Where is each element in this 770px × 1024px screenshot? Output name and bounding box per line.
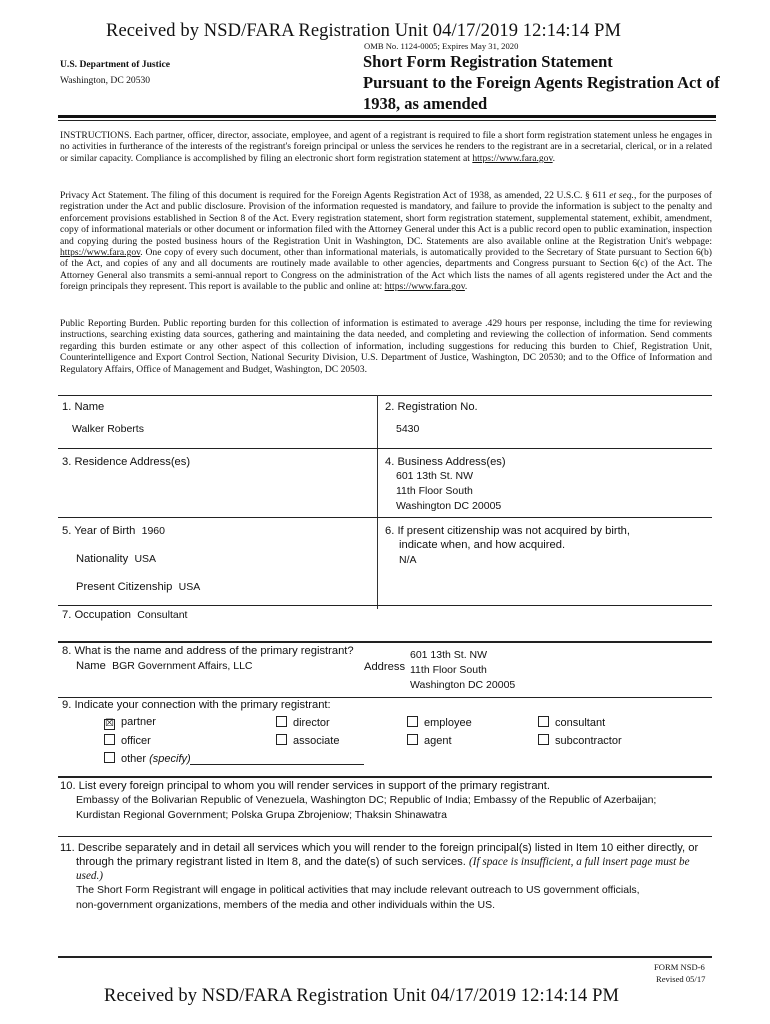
form-title-line2: Pursuant to the Foreign Agents Registration Act of bbox=[363, 73, 720, 92]
nationality: Nationality USA bbox=[76, 553, 157, 565]
services-description-line2: non-government organizations, members of the media and other individuals within the US. bbox=[76, 899, 496, 911]
option-director[interactable]: director bbox=[276, 716, 330, 729]
q7-occupation: 7. Occupation Consultant bbox=[62, 609, 188, 621]
q6-label-1: 6. If present citizenship was not acquired by birth, bbox=[385, 525, 631, 537]
option-associate[interactable]: associate bbox=[276, 734, 339, 747]
checkbox-associate[interactable] bbox=[276, 734, 287, 745]
primary-registrant-address: 601 13th St. NW 11th Floor South Washington DC 20005 bbox=[410, 649, 516, 691]
q10-label: 10. List every foreign principal to whom you will render services in support of the primary registrant. bbox=[60, 780, 550, 792]
option-other[interactable]: other (specify) bbox=[104, 752, 191, 765]
fara-link[interactable]: https://www.fara.gov bbox=[384, 281, 465, 293]
primary-registrant-address-label: Address bbox=[364, 661, 406, 673]
other-specify-line[interactable] bbox=[190, 764, 364, 765]
q5-year-of-birth: 5. Year of Birth 1960 bbox=[62, 525, 165, 537]
q6-label-2: indicate when, and how acquired. bbox=[399, 539, 566, 551]
q3-label: 3. Residence Address(es) bbox=[62, 456, 191, 468]
instructions-paragraph: INSTRUCTIONS. Each partner, officer, director, associate, employee, and agent of a registrant is required to file a short form registration statement unless he engages in no activities in furtherance of the interests of the registrant's foreign principal or unless the services he renders to the registrant are in a secretarial, clerical, or in a related or similar capacity. Compliance is accomplished by filing an electronic short form registration statement at https://www.fara.gov. bbox=[60, 130, 712, 164]
form-title-line1: Short Form Registration Statement bbox=[363, 52, 613, 71]
q9-label: 9. Indicate your connection with the primary registrant: bbox=[62, 699, 331, 711]
fara-link[interactable]: https://www.fara.gov bbox=[60, 247, 141, 259]
privacy-act-paragraph: Privacy Act Statement. The filing of this document is required for the Foreign Agents Registration Act of 1938, as amended, 22 U.S.C. § 611 et seq., for the purposes of registration under the Act and public disclosure. Provision of the information requested is mandatory, and failure to provide the information is subject to the penalty and enforcement provisions established in Section 8 of the Act. Every registration statement, short form registration statement, supplemental statement, exhibit, amendment, copy of informational materials or other document or information filed with the Attorney General under this Act is a public record open to public examination, inspection and copying during the posted business hours of the Registration Unit in Washington, DC. Statements are also available online at the Registration Unit's webpage: https://www.fara.gov. One copy of every such document, other than informational materials, is automatically provided to the Secretary of State pursuant to Section 6(b) of the Act, and copies of any and all documents are routinely made available to other agencies, departments and Congress pursuant to Section 6(c) of the Act. The Attorney General also transmits a semi-annual report to Congress on the administration of the Act which lists the names of all agents registered under the Act and the foreign principals they represent. This report is available to the public and online at: https://www.fara.gov. bbox=[60, 190, 712, 293]
checkbox-other[interactable] bbox=[104, 752, 115, 763]
received-stamp-top: Received by NSD/FARA Registration Unit 04/17/2019 12:14:14 PM bbox=[106, 21, 622, 41]
option-subcontractor[interactable]: subcontractor bbox=[538, 734, 622, 747]
checkbox-consultant[interactable] bbox=[538, 716, 549, 727]
registration-number-value: 5430 bbox=[396, 423, 420, 435]
reporting-burden-paragraph: Public Reporting Burden. Public reporting burden for this collection of information is estimated to average .429 hours per response, including the time for reviewing instructions, searching existing data sources, gathering and maintaining the data needed, and completing and reviewing the collection of information. Send comments regarding this burden estimate or any other aspect of this collection of information, including suggestions for reducing this burden to Chief, Registration Unit, Counterintelligence and Export Control Section, National Security Division, U.S. Department of Justice, Washington, DC 20530; and to the Office of Information and Regulatory Affairs, Office of Management and Budget, Washington, DC 20503. bbox=[60, 318, 712, 375]
checkbox-subcontractor[interactable] bbox=[538, 734, 549, 745]
option-agent[interactable]: agent bbox=[407, 734, 452, 747]
option-consultant[interactable]: consultant bbox=[538, 716, 605, 729]
header-rule-thick bbox=[58, 115, 716, 118]
checkbox-partner[interactable]: ☒ bbox=[105, 718, 114, 729]
name-value: Walker Roberts bbox=[72, 423, 144, 435]
q11-label-line2: through the primary registrant listed in Item 8, and the date(s) of such services. (If space is insufficient, a full insert page must be bbox=[76, 856, 690, 868]
present-citizenship: Present Citizenship USA bbox=[76, 581, 201, 593]
department-city: Washington, DC 20530 bbox=[60, 75, 151, 86]
fara-link[interactable]: https://www.fara.gov bbox=[472, 152, 553, 164]
checkbox-officer[interactable] bbox=[104, 734, 115, 745]
foreign-principals-line2: Kurdistan Regional Government; Polska Grupa Zbrojeniow; Thaksin Shinawatra bbox=[76, 809, 447, 821]
received-stamp-bottom: Received by NSD/FARA Registration Unit 04/17/2019 12:14:14 PM bbox=[104, 986, 620, 1006]
omb-number: OMB No. 1124-0005; Expires May 31, 2020 bbox=[364, 41, 519, 51]
option-employee[interactable]: employee bbox=[407, 716, 472, 729]
form-title-line3: 1938, as amended bbox=[363, 94, 488, 113]
checkbox-employee[interactable] bbox=[407, 716, 418, 727]
department-name: U.S. Department of Justice bbox=[60, 59, 171, 70]
q2-label: 2. Registration No. bbox=[385, 401, 478, 413]
q8-label: 8. What is the name and address of the primary registrant? bbox=[62, 645, 354, 657]
primary-registrant-name: Name BGR Government Affairs, LLC bbox=[76, 660, 253, 672]
q4-label: 4. Business Address(es) bbox=[385, 456, 506, 468]
checkbox-director[interactable] bbox=[276, 716, 287, 727]
foreign-principals-line1: Embassy of the Bolivarian Republic of Venezuela, Washington DC; Republic of India; Embassy of the Republic of Azerbaijan; bbox=[76, 794, 657, 806]
business-address: 601 13th St. NW 11th Floor South Washington DC 20005 bbox=[396, 470, 502, 512]
q1-label: 1. Name bbox=[62, 401, 105, 413]
q11-label-line3: used.) bbox=[76, 870, 104, 882]
option-officer[interactable]: officer bbox=[104, 734, 151, 747]
citizenship-acquired-value: N/A bbox=[399, 554, 417, 566]
q11-label-line1: 11. Describe separately and in detail all services which you will render to the foreign principal(s) listed in Item 10 either directly, or bbox=[60, 842, 699, 854]
form-revised: Revised 05/17 bbox=[656, 974, 706, 984]
option-partner[interactable]: ☒ partner bbox=[105, 716, 156, 729]
header-rule-thin bbox=[58, 120, 716, 121]
services-description-line1: The Short Form Registrant will engage in political activities that may include relevant outreach to US government officials, bbox=[76, 884, 640, 896]
checkbox-agent[interactable] bbox=[407, 734, 418, 745]
form-number: FORM NSD-6 bbox=[654, 962, 705, 972]
